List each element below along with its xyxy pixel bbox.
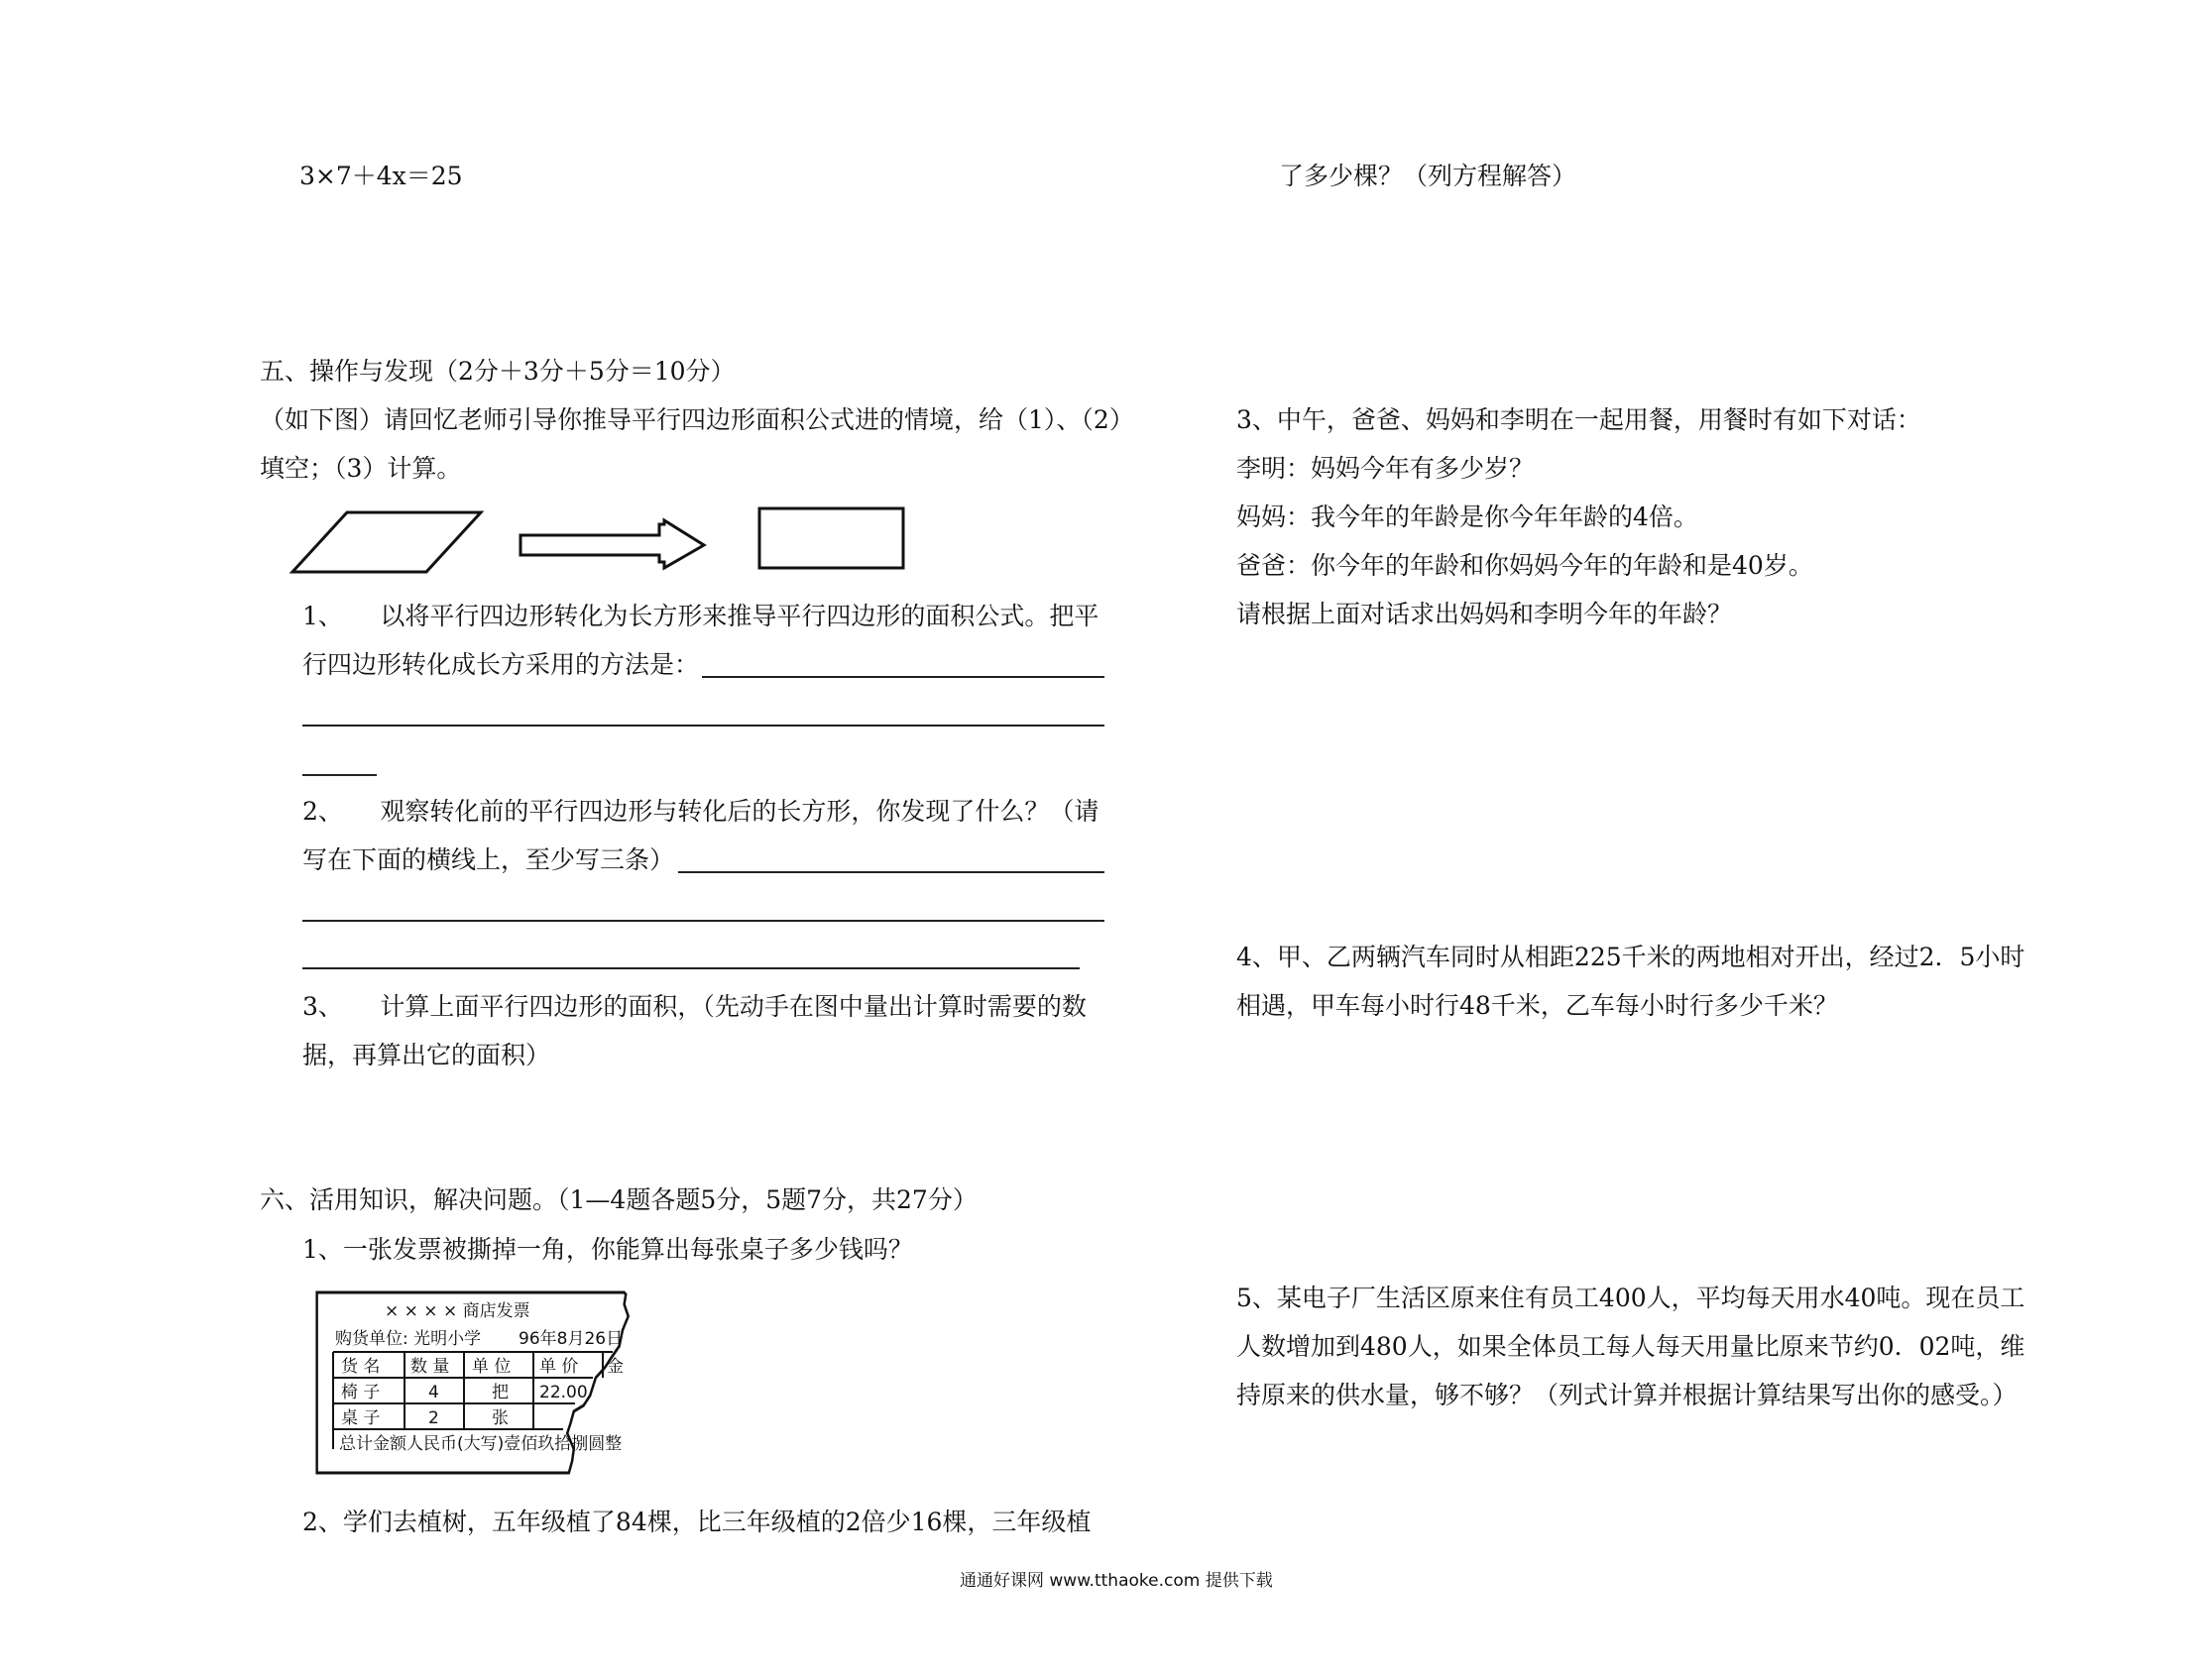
section5-q3-line2: 据，再算出它的面积）	[302, 1041, 551, 1069]
invoice-header-amount: 金	[607, 1357, 624, 1377]
section5-q1-line1: 1、 以将平行四边形转化为长方形来推导平行四边形的面积公式。把平	[302, 602, 1099, 630]
invoice-buyer: 购货单位: 光明小学	[335, 1329, 482, 1349]
right-q4-line2: 相遇，甲车每小时行48千米，乙车每小时行多少千米？	[1236, 991, 1838, 1020]
invoice-image	[315, 1290, 633, 1479]
invoice-header-name: 货 名	[341, 1357, 381, 1377]
answer-line[interactable]	[702, 676, 1104, 678]
invoice-row1-qty: 4	[428, 1383, 439, 1402]
right-q3-line2: 李明：妈妈今年有多少岁？	[1236, 454, 1535, 483]
invoice-row1-price: 22.00	[539, 1383, 588, 1402]
section5-intro-line2: 填空；（3）计算。	[260, 454, 462, 483]
right-q5-line1: 5、某电子厂生活区原来住有员工400人，平均每天用水40吨。现在员工	[1236, 1284, 2025, 1312]
parallelogram-shape	[292, 512, 481, 572]
invoice-row2-name: 桌 子	[341, 1408, 381, 1428]
rectangle-shape	[759, 508, 903, 568]
invoice-total: 总计金额人民币(大写)壹佰玖拾捌圆整	[339, 1434, 623, 1454]
invoice-row1-unit: 把	[492, 1383, 509, 1402]
right-q5-line2: 人数增加到480人，如果全体员工每人每天用量比原来节约0．02吨，维	[1236, 1332, 2025, 1361]
right-q3-line3: 妈妈：我今年的年龄是你今年年龄的4倍。	[1236, 503, 1698, 531]
footer-credit: 通通好课网 www.tthaoke.com 提供下载	[960, 1571, 1273, 1591]
answer-line[interactable]	[302, 920, 1104, 922]
invoice-row1-name: 椅 子	[341, 1383, 381, 1402]
right-q3-line1: 3、中午，爸爸、妈妈和李明在一起用餐，用餐时有如下对话：	[1236, 405, 1921, 434]
answer-line[interactable]	[678, 871, 1104, 873]
invoice-title: × × × × 商店发票	[385, 1301, 530, 1321]
right-q3-line4: 爸爸：你今年的年龄和你妈妈今年的年龄和是40岁。	[1236, 551, 1813, 580]
section5-q1-line2: 行四边形转化成长方采用的方法是：	[302, 650, 700, 679]
invoice-header-unit: 单 位	[472, 1357, 512, 1377]
section6-title: 六、活用知识，解决问题。（1—4题各题5分，5题7分，共27分）	[260, 1185, 978, 1214]
section5-intro-line1: （如下图）请回忆老师引导你推导平行四边形面积公式进的情境，给（1）、（2）	[260, 405, 1134, 434]
right-q3-line5: 请根据上面对话求出妈妈和李明今年的年龄？	[1236, 600, 1733, 628]
right-q2-continuation: 了多少棵？（列方程解答）	[1279, 162, 1577, 190]
section5-q3-line1: 3、 计算上面平行四边形的面积，（先动手在图中量出计算时需要的数	[302, 992, 1087, 1021]
equation: 3×7＋4x＝25	[299, 162, 463, 190]
answer-line[interactable]	[302, 967, 1080, 969]
right-q4-line1: 4、甲、乙两辆汽车同时从相距225千米的两地相对开出，经过2．5小时	[1236, 943, 2025, 971]
invoice-row2-qty: 2	[428, 1408, 439, 1428]
invoice-date: 96年8月26日	[519, 1329, 624, 1349]
section5-title: 五、操作与发现（2分＋3分＋5分＝10分）	[260, 357, 736, 386]
section5-q2-line2: 写在下面的横线上，至少写三条）	[302, 845, 675, 874]
section6-q1: 1、一张发票被撕掉一角，你能算出每张桌子多少钱吗？	[302, 1235, 913, 1264]
invoice-row2-unit: 张	[492, 1408, 509, 1428]
section6-q2: 2、学们去植树，五年级植了84棵，比三年级植的2倍少16棵，三年级植	[302, 1508, 1092, 1536]
invoice-header-price: 单 价	[539, 1357, 579, 1377]
right-arrow-icon	[520, 520, 704, 568]
invoice-header-qty: 数 量	[410, 1357, 450, 1377]
section5-q2-line1: 2、 观察转化前的平行四边形与转化后的长方形，你发现了什么？（请	[302, 797, 1099, 826]
answer-line[interactable]	[302, 725, 1104, 727]
answer-line[interactable]	[302, 774, 377, 776]
transformation-figure	[288, 501, 932, 580]
right-q5-line3: 持原来的供水量，够不够？（列式计算并根据计算结果写出你的感受。）	[1236, 1381, 2018, 1409]
